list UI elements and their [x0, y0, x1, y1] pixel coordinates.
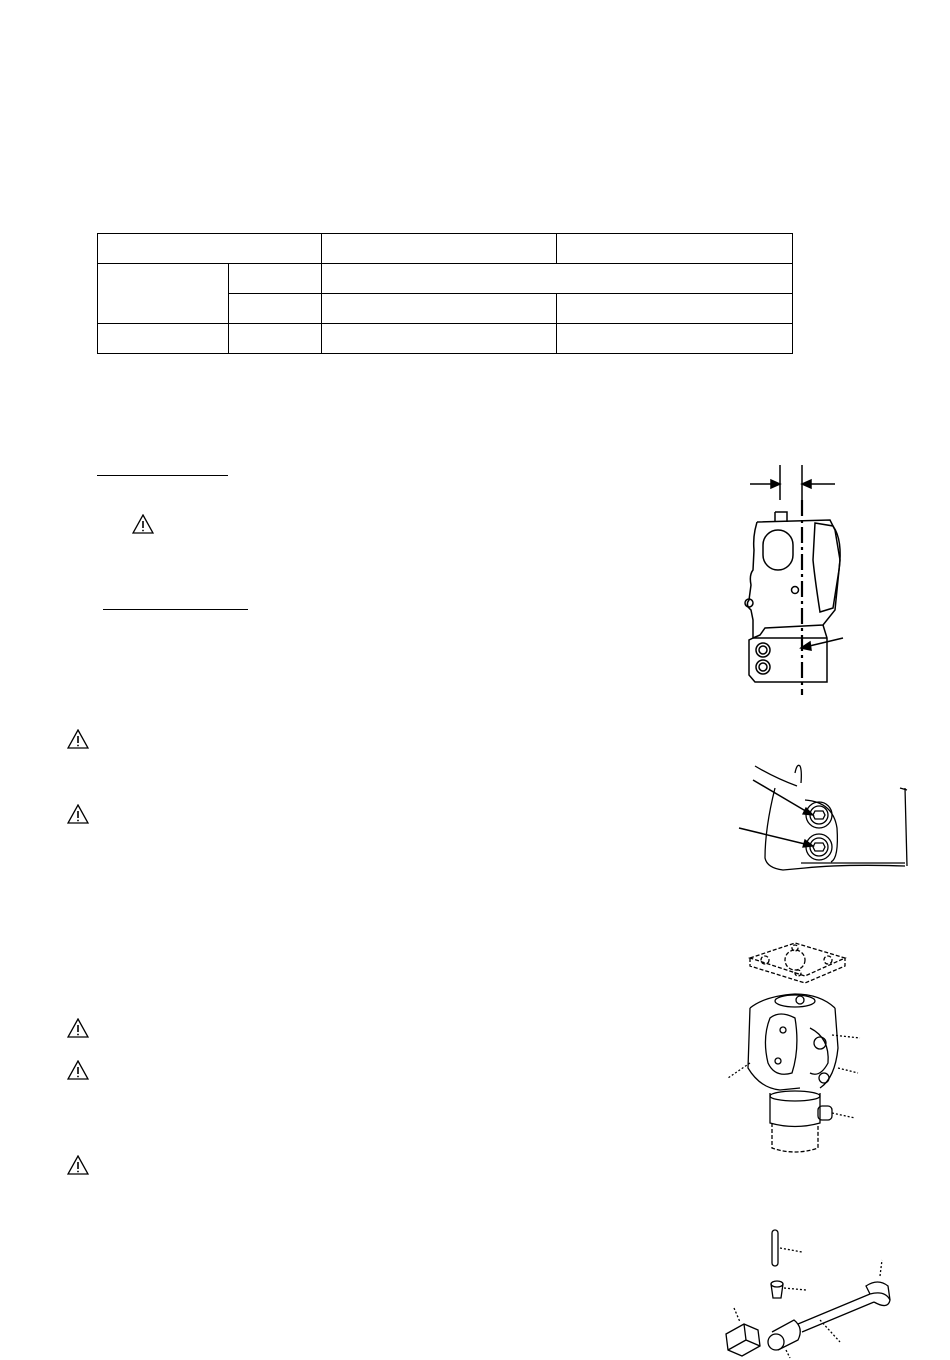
section-heading-underline	[97, 475, 228, 476]
alignment-diagram	[735, 460, 855, 700]
warning-triangle-icon	[67, 1018, 89, 1038]
table-cell	[322, 294, 557, 324]
table-cell	[322, 234, 557, 264]
screw-closeup-diagram	[735, 758, 915, 883]
table-row	[98, 234, 793, 264]
table-row	[98, 264, 793, 294]
table-cell	[322, 264, 793, 294]
table-cell	[229, 264, 322, 294]
table-cell	[322, 324, 557, 354]
warning-triangle-icon	[67, 1060, 89, 1080]
joint-assembly-diagram	[720, 938, 870, 1163]
table-row	[98, 324, 793, 354]
table-cell	[98, 324, 229, 354]
table-cell	[229, 294, 322, 324]
warning-triangle-icon	[67, 1155, 89, 1175]
axle-parts-diagram	[720, 1220, 910, 1358]
table-cell	[98, 234, 322, 264]
section-heading-underline	[103, 609, 248, 610]
warning-triangle-icon	[132, 514, 154, 534]
table-cell	[557, 324, 793, 354]
warning-triangle-icon	[67, 729, 89, 749]
table-cell	[229, 324, 322, 354]
table-cell	[557, 294, 793, 324]
table-cell	[98, 264, 229, 324]
spec-table	[97, 233, 793, 354]
warning-triangle-icon	[67, 804, 89, 824]
table-cell	[557, 234, 793, 264]
